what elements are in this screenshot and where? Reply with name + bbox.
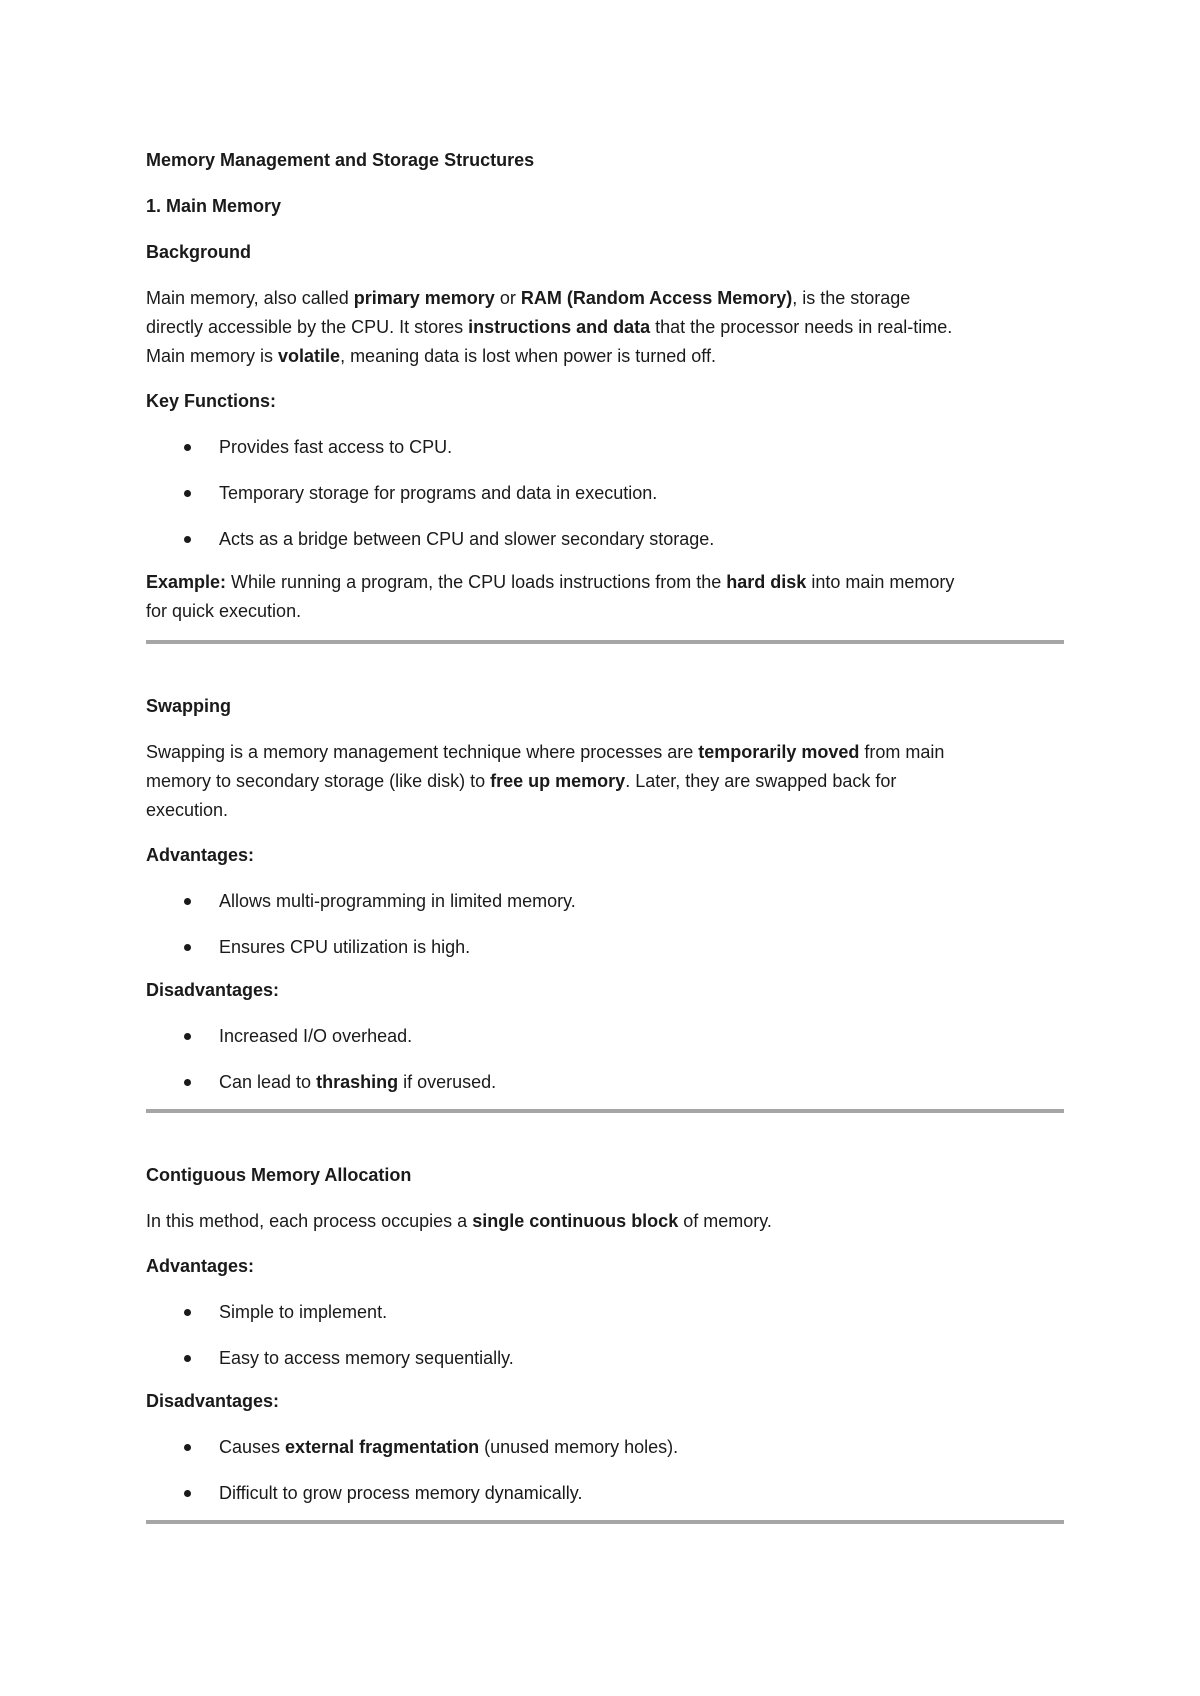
bold-term-single-continuous-block: single continuous block (472, 1211, 679, 1231)
swapping-advantages-list (146, 887, 1064, 962)
bullet-icon (184, 1444, 191, 1451)
bold-term-external-fragmentation: external fragmentation (285, 1437, 480, 1457)
text-run: Can lead to (219, 1072, 317, 1092)
contiguous-advantages-list (146, 1298, 1064, 1373)
text-run: Swapping is a memory management technique where processes are (146, 742, 699, 762)
paragraph-line (146, 313, 1064, 342)
paragraph-line (146, 1207, 1064, 1236)
list-item (146, 525, 1064, 554)
text-run: if overused. (398, 1072, 497, 1092)
list-item-text: Easy to access memory sequentially. (219, 1348, 514, 1368)
list-item (146, 1022, 1064, 1051)
paragraph-line: execution. (146, 800, 229, 820)
subheading-disadvantages: Disadvantages: (146, 980, 280, 1000)
example-paragraph (146, 568, 1064, 626)
bold-term-free-up-memory: free up memory (490, 771, 626, 791)
list-item (146, 1298, 1064, 1327)
list-item (146, 433, 1064, 462)
list-item-text: Allows multi-programming in limited memory. (219, 891, 576, 911)
text-run: of memory. (678, 1211, 772, 1231)
subheading-disadvantages: Disadvantages: (146, 1391, 280, 1411)
list-item (146, 933, 1064, 962)
section-heading-swapping: Swapping (146, 696, 231, 716)
section-heading-contiguous-allocation: Contiguous Memory Allocation (146, 1165, 412, 1185)
text-run: into main memory (806, 572, 955, 592)
bold-term-thrashing: thrashing (316, 1072, 399, 1092)
document-page (146, 146, 1064, 1524)
list-item-text: Ensures CPU utilization is high. (219, 937, 471, 957)
list-item (146, 1344, 1064, 1373)
bullet-icon (184, 444, 191, 451)
bold-term-hard-disk: hard disk (726, 572, 807, 592)
list-item-text: Simple to implement. (219, 1302, 388, 1322)
text-run: or (494, 288, 521, 308)
bullet-icon (184, 1490, 191, 1497)
bullet-icon (184, 1079, 191, 1086)
bold-term-volatile: volatile (278, 346, 341, 366)
main-memory-paragraph (146, 284, 1064, 371)
list-item (146, 1433, 1064, 1462)
subheading-background: Background (146, 242, 252, 262)
bold-term-instructions-data: instructions and data (468, 317, 651, 337)
bold-term-temporarily-moved: temporarily moved (698, 742, 860, 762)
swapping-disadvantages-list (146, 1022, 1064, 1097)
key-functions-list (146, 433, 1064, 554)
text-run: In this method, each process occupies a (146, 1211, 473, 1231)
swapping-paragraph (146, 738, 1064, 825)
text-run: . Later, they are swapped back for (625, 771, 897, 791)
document-title: Memory Management and Storage Structures (146, 150, 535, 170)
text-run: directly accessible by the CPU. It stores (146, 317, 469, 337)
text-run: (unused memory holes). (479, 1437, 679, 1457)
paragraph-line (146, 568, 1064, 597)
paragraph-line (146, 767, 1064, 796)
bullet-icon (184, 490, 191, 497)
contiguous-paragraph (146, 1207, 1064, 1236)
list-item-text: Increased I/O overhead. (219, 1026, 413, 1046)
text-run: , is the storage (792, 288, 911, 308)
bullet-icon (184, 1355, 191, 1362)
list-item-text: Temporary storage for programs and data in execution. (219, 483, 658, 503)
bold-term-ram: RAM (Random Access Memory) (520, 288, 793, 308)
bullet-icon (184, 1033, 191, 1040)
paragraph-line (146, 284, 1064, 313)
list-item (146, 479, 1064, 508)
list-item-text: Acts as a bridge between CPU and slower secondary storage. (219, 529, 715, 549)
list-item (146, 1068, 1064, 1097)
bullet-icon (184, 944, 191, 951)
text-run: from main (859, 742, 945, 762)
paragraph-line (146, 342, 1064, 371)
list-item-text: Difficult to grow process memory dynamically. (219, 1483, 583, 1503)
text-run: that the processor needs in real-time. (650, 317, 953, 337)
horizontal-rule (146, 1520, 1064, 1524)
list-item (146, 1479, 1064, 1508)
paragraph-line (146, 738, 1064, 767)
section-heading-main-memory: 1. Main Memory (146, 196, 282, 216)
bullet-icon (184, 536, 191, 543)
bullet-icon (184, 898, 191, 905)
text-run: Causes (219, 1437, 286, 1457)
subheading-advantages: Advantages: (146, 1256, 255, 1276)
text-run: , meaning data is lost when power is turned off. (340, 346, 716, 366)
bullet-icon (184, 1309, 191, 1316)
list-item-text: Provides fast access to CPU. (219, 437, 453, 457)
bold-term-primary-memory: primary memory (353, 288, 495, 308)
text-run: While running a program, the CPU loads instructions from the (226, 572, 727, 592)
text-run: memory to secondary storage (like disk) to (146, 771, 491, 791)
text-run: Main memory is (146, 346, 279, 366)
text-run: Main memory, also called (146, 288, 354, 308)
subheading-key-functions: Key Functions: (146, 391, 277, 411)
list-item (146, 887, 1064, 916)
example-label: Example: (146, 572, 227, 592)
contiguous-disadvantages-list (146, 1433, 1064, 1508)
paragraph-line: for quick execution. (146, 601, 302, 621)
subheading-advantages: Advantages: (146, 845, 255, 865)
